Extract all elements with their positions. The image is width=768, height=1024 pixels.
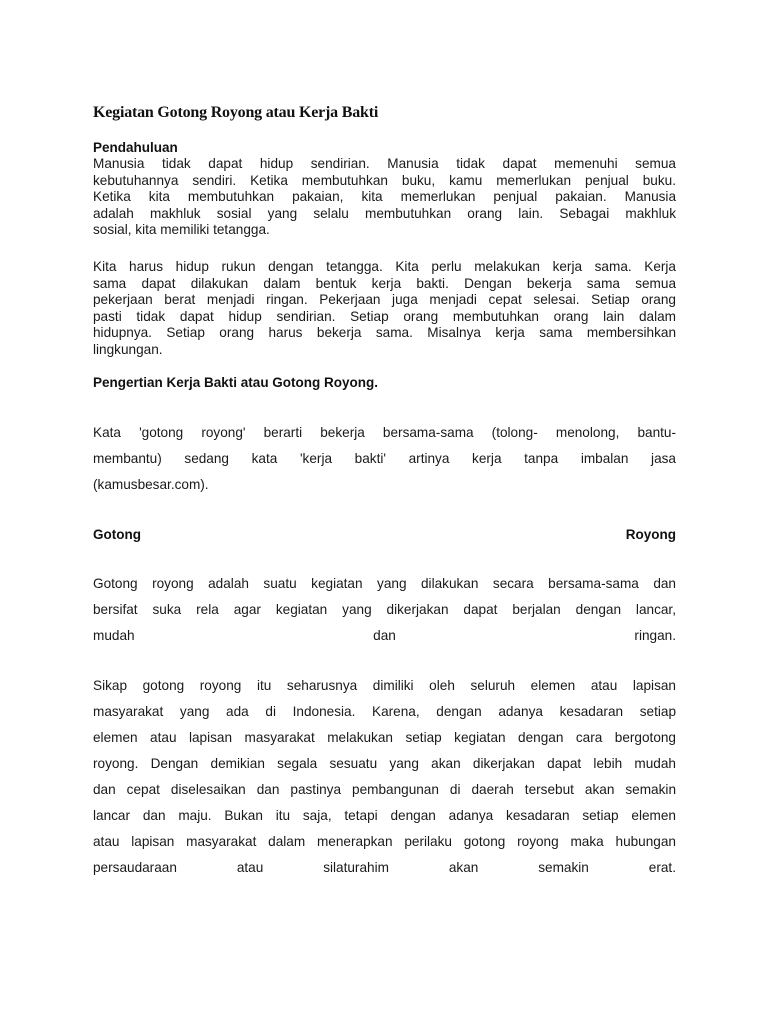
text-line: lingkungan.	[93, 341, 163, 357]
text-line: Ketika kita membutuhkan pakaian, kita memerlukan penjual pakaian. Manusia	[93, 189, 676, 205]
document-title: Kegiatan Gotong Royong atau Kerja Bakti	[93, 104, 379, 121]
heading-right-word: Royong	[625, 527, 676, 542]
text-line: kebutuhannya sendiri. Ketika membutuhkan buku, kamu memerlukan penjual buku.	[93, 172, 676, 188]
paragraph-gotong-royong-1	[93, 571, 676, 649]
text-line: atau lapisan masyarakat dalam menerapkan perilaku gotong royong maka hubungan	[93, 834, 676, 849]
text-line: (kamusbesar.com).	[93, 477, 209, 492]
paragraph-gotong-royong-2	[93, 673, 676, 881]
text-line: hidupnya. Setiap orang harus bekerja sama. Misalnya kerja sama membersihkan	[93, 325, 676, 341]
text-line: Kata 'gotong royong' berarti bekerja bersama-sama (tolong- menolong, bantu-	[93, 425, 676, 440]
section-heading-gotong-royong	[93, 527, 676, 542]
text-line: bersifat suka rela agar kegiatan yang dikerjakan dapat berjalan dengan lancar,	[93, 602, 676, 617]
text-line: mudah dan ringan.	[93, 628, 676, 643]
text-line: adalah makhluk sosial yang selalu membutuhkan orang lain. Sebagai makhluk	[93, 205, 676, 221]
text-line: elemen atau lapisan masyarakat melakukan setiap kegiatan dengan cara bergotong	[93, 730, 676, 745]
text-line: sama dapat dilakukan dalam bentuk kerja bakti. Dengan bekerja sama semua	[93, 275, 676, 291]
text-line: masyarakat yang ada di Indonesia. Karena, dengan adanya kesadaran setiap	[93, 704, 676, 719]
section-heading-pengertian: Pengertian Kerja Bakti atau Gotong Royong.	[93, 375, 379, 390]
paragraph-intro-2	[93, 259, 676, 359]
text-line: Manusia tidak dapat hidup sendirian. Manusia tidak dapat memenuhi semua	[93, 156, 676, 171]
text-line: persaudaraan atau silaturahim akan semakin erat.	[93, 860, 676, 875]
text-line: royong. Dengan demikian segala sesuatu yang akan dikerjakan dapat lebih mudah	[93, 756, 676, 771]
text-line: pekerjaan berat menjadi ringan. Pekerjaan juga menjadi cepat selesai. Setiap orang	[93, 292, 676, 308]
text-line: lancar dan maju. Bukan itu saja, tetapi dengan adanya kesadaran setiap elemen	[93, 808, 676, 823]
paragraph-definition	[93, 420, 676, 498]
paragraph-intro-1	[93, 156, 676, 239]
heading-left-word: Gotong	[93, 527, 141, 542]
text-line: Sikap gotong royong itu seharusnya dimiliki oleh seluruh elemen atau lapisan	[93, 678, 676, 693]
text-line: dan cepat diselesaikan dan pastinya pembangunan di daerah tersebut akan semakin	[93, 782, 676, 797]
section-heading-pendahuluan: Pendahuluan	[93, 140, 178, 155]
text-line: Kita harus hidup rukun dengan tetangga. Kita perlu melakukan kerja sama. Kerja	[93, 259, 676, 274]
text-line: pasti tidak dapat hidup sendirian. Setiap orang membutuhkan orang lain dalam	[93, 308, 676, 324]
text-line: Gotong royong adalah suatu kegiatan yang dilakukan secara bersama-sama dan	[93, 576, 676, 591]
text-line: sosial, kita memiliki tetangga.	[93, 222, 270, 238]
text-line: membantu) sedang kata 'kerja bakti' artinya kerja tanpa imbalan jasa	[93, 451, 676, 466]
